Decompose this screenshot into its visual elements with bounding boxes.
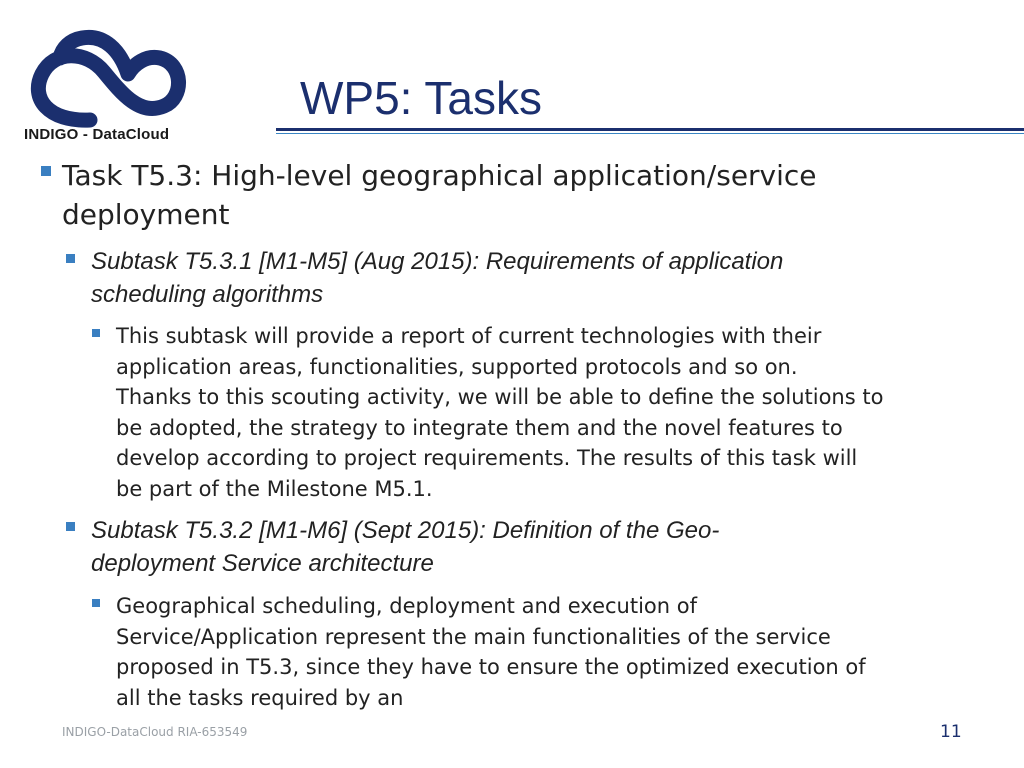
slide-title: WP5: Tasks <box>300 72 542 124</box>
detail-line: This subtask will provide a report of current technologies with their <box>116 324 822 348</box>
task-heading <box>62 156 1012 234</box>
logo-text: INDIGO - DataCloud <box>24 126 170 143</box>
subtask-heading-line: deployment Service architecture <box>91 550 434 577</box>
detail-line: application areas, functionalities, supported protocols and so on. <box>116 354 798 379</box>
detail-line: be part of the Milestone M5.1. <box>116 476 433 501</box>
task-heading-line: Task T5.3: High-level geographical application/service <box>62 159 817 192</box>
bullet-icon <box>92 599 100 607</box>
bullet-icon <box>92 329 100 337</box>
detail-line: Thanks to this scouting activity, we will be able to define the solutions to <box>116 385 884 409</box>
bullet-icon <box>66 522 75 531</box>
detail-line: Service/Application represent the main functionalities of the service <box>116 624 831 649</box>
detail-line: develop according to project requirements. The results of this task will <box>116 446 858 470</box>
subtask-heading <box>91 514 991 580</box>
subtask-heading-line: Subtask T5.3.2 [M1-M6] (Sept 2015): Definition of the Geo- <box>91 517 720 544</box>
subtask-detail <box>116 591 1016 713</box>
page-number: 11 <box>940 722 962 742</box>
subtask-heading-line: scheduling algorithms <box>91 281 324 308</box>
detail-line: all the tasks required by an <box>116 685 404 710</box>
bullet-icon <box>41 166 51 176</box>
title-rule-accent <box>276 133 1024 134</box>
subtask-heading-line: Subtask T5.3.1 [M1-M5] (Aug 2015): Requirements of application <box>91 248 784 275</box>
detail-line: be adopted, the strategy to integrate them and the novel features to <box>116 415 843 440</box>
footer-text: INDIGO-DataCloud RIA-653549 <box>62 725 248 739</box>
detail-line: Geographical scheduling, deployment and execution of <box>116 594 698 618</box>
subtask-detail <box>116 321 1016 504</box>
title-rule <box>276 128 1024 131</box>
detail-line: proposed in T5.3, since they have to ensure the optimized execution of <box>116 655 866 679</box>
subtask-heading <box>91 245 991 311</box>
task-heading-line: deployment <box>62 198 230 231</box>
bullet-icon <box>66 254 75 263</box>
